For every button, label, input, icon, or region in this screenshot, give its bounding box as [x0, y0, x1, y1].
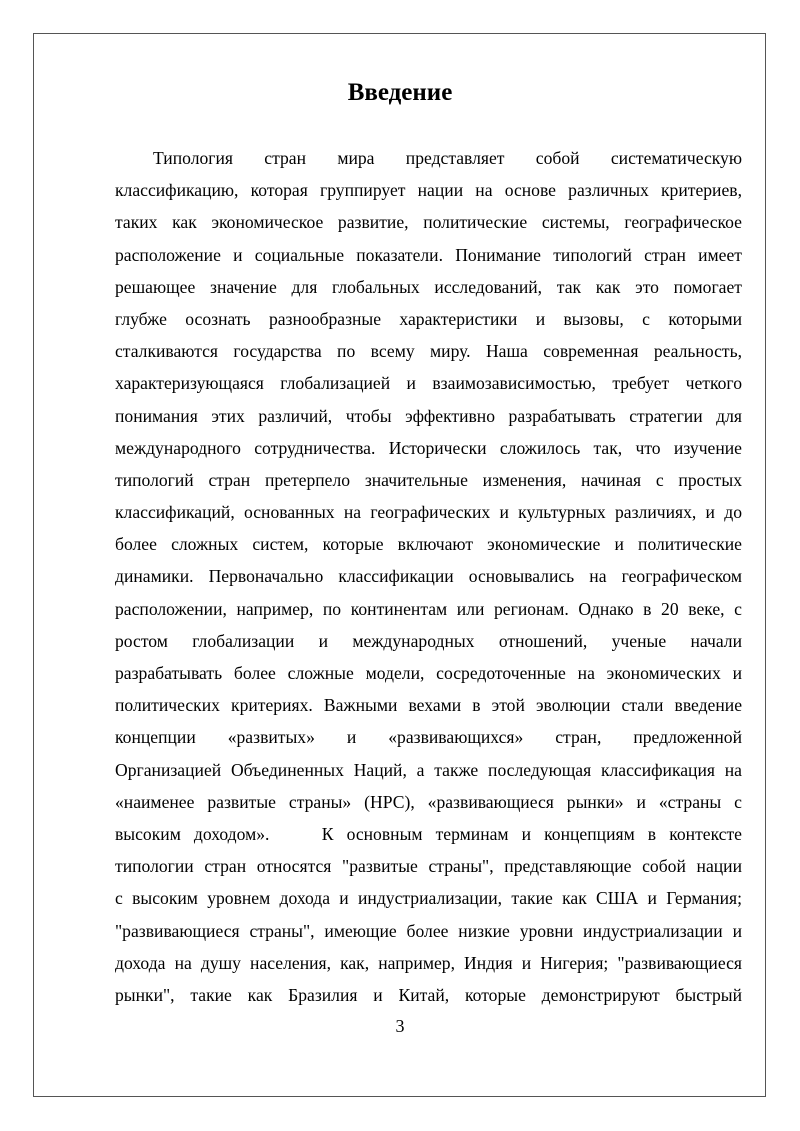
text-line: динамики. Первоначально классификации основывались на географическом [115, 566, 742, 587]
text-line: дохода на душу населения, как, например, Индия и Нигерия; "развивающиеся [115, 952, 742, 973]
text-line: "развивающиеся страны", имеющие более низкие уровни индустриализации и [115, 920, 742, 941]
text-line: таких как экономическое развитие, политические системы, географическое [115, 212, 742, 233]
text-line: рынки", такие как Бразилия и Китай, которые демонстрируют быстрый [115, 984, 742, 1005]
text-line: ростом глобализации и международных отношений, ученые начали [115, 630, 742, 651]
text-line: Типология стран мира представляет собой систематическую [153, 148, 742, 168]
text-line: расположении, например, по континентам или регионам. Однако в 20 веке, с [115, 598, 742, 619]
text-line: сталкиваются государства по всему миру. Наша современная реальность, [115, 341, 742, 362]
body-paragraph [115, 142, 742, 1011]
text-line: типологий стран претерпело значительные изменения, начиная с простых [115, 469, 742, 490]
text-line: понимания этих различий, чтобы эффективно разрабатывать стратегии для [115, 405, 742, 426]
text-line: политических критериях. Важными вехами в этой эволюции стали введение [115, 695, 742, 716]
text-line: классификацию, которая группирует нации на основе различных критериев, [115, 180, 742, 201]
text-line: расположение и социальные показатели. Понимание типологий стран имеет [115, 244, 742, 265]
text-line: Организацией Объединенных Наций, а также последующая классификация на [115, 759, 742, 780]
text-line: более сложных систем, которые включают экономические и политические [115, 534, 742, 555]
page-title: Введение [347, 79, 453, 106]
text-line: международного сотрудничества. Исторически сложилось так, что изучение [115, 437, 742, 458]
text-line: классификаций, основанных на географических и культурных различиях, и до [115, 502, 742, 523]
text-line: глубже осознать разнообразные характеристики и вызовы, с которыми [115, 308, 742, 329]
text-line: характеризующаяся глобализацией и взаимозависимостью, требует четкого [115, 373, 742, 394]
text-line: разрабатывать более сложные модели, сосредоточенные на экономических и [115, 663, 742, 683]
text-line: «наименее развитые страны» (НРС), «развивающиеся рынки» и «страны с [115, 791, 742, 812]
text-line: решающее значение для глобальных исследований, так как это помогает [115, 276, 742, 297]
text-line: концепции «развитых» и «развивающихся» стран, предложенной [115, 727, 742, 748]
text-line: высоким доходом». К основным терминам и концепциям в контексте [115, 823, 742, 844]
text-line: с высоким уровнем дохода и индустриализации, такие как США и Германия; [115, 888, 742, 909]
page-number: 3 [395, 1016, 405, 1036]
text-line: типологии стран относятся "развитые страны", представляющие собой нации [115, 856, 742, 877]
